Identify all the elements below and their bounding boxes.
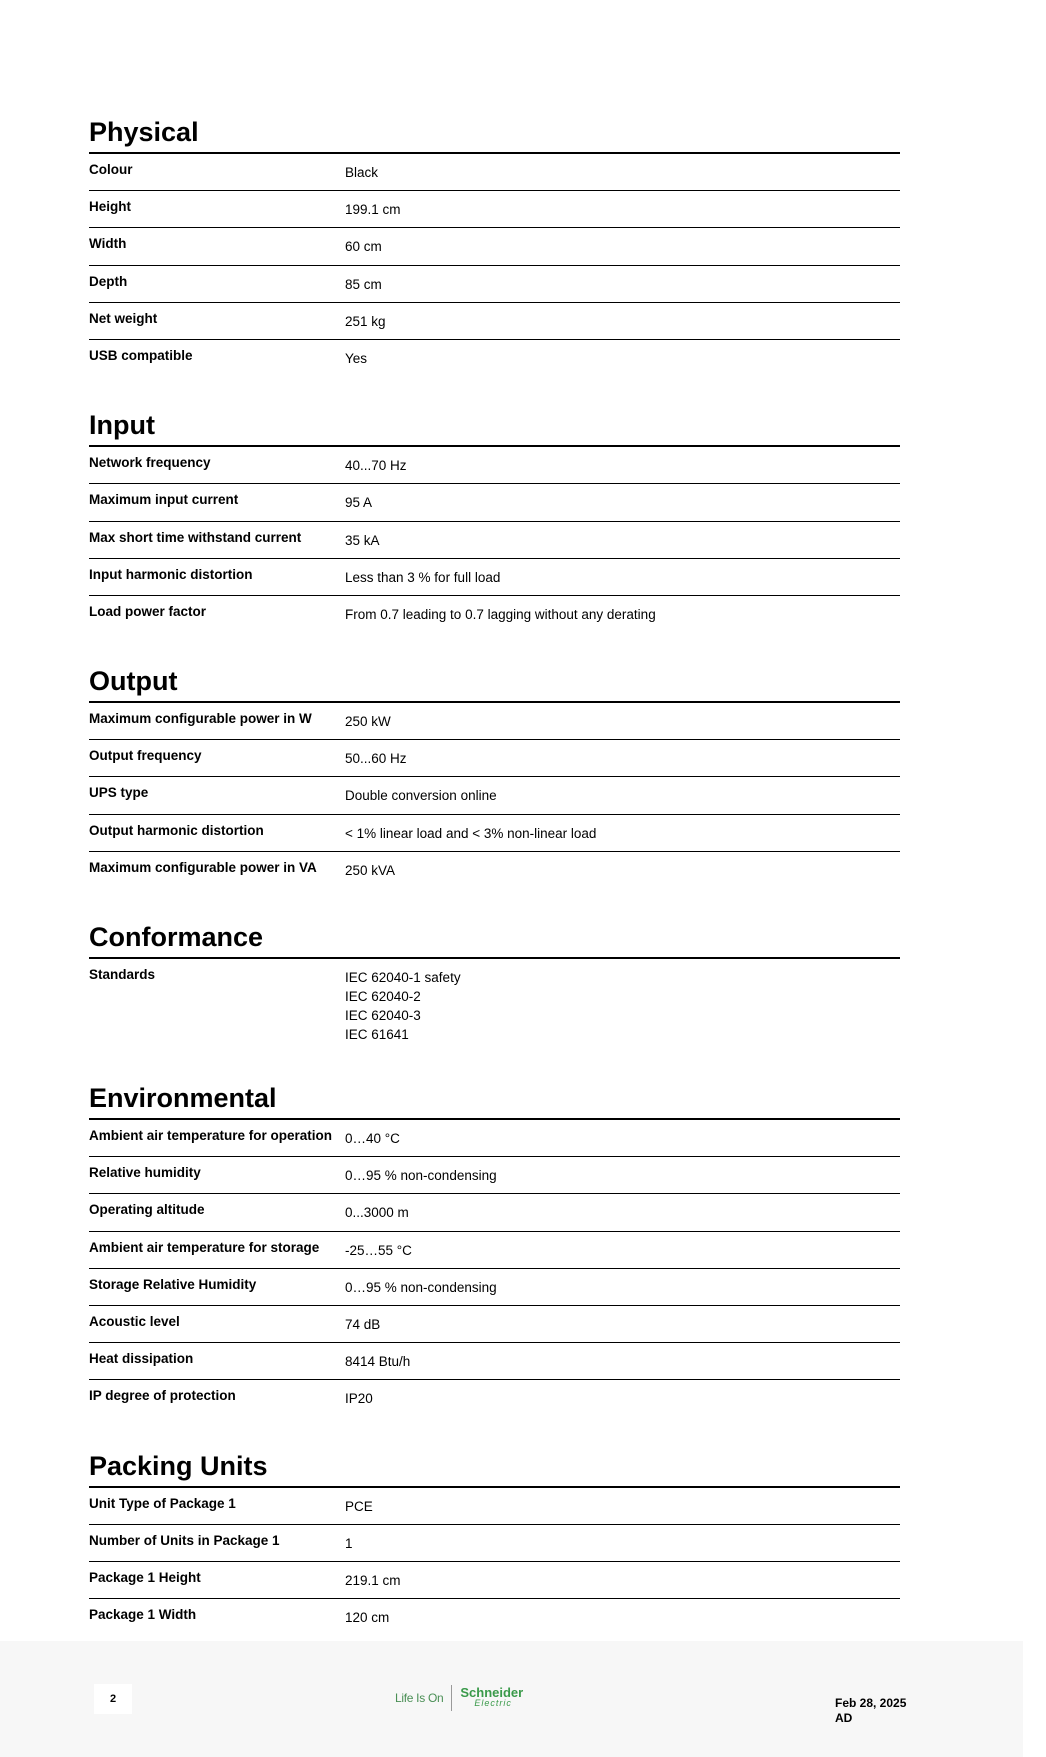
spec-label: Ambient air temperature for operation <box>89 1128 333 1143</box>
spec-value-line: IEC 62040-3 <box>345 1008 421 1023</box>
spec-value <box>343 1533 353 1555</box>
spec-label: Depth <box>89 273 128 289</box>
spec-value-line: 250 kW <box>345 714 391 730</box>
logo-brand <box>460 1687 523 1709</box>
spec-value-line: 50...60 Hz <box>345 751 407 767</box>
spec-value <box>343 455 407 477</box>
page-number: 2 <box>94 1684 132 1714</box>
spec-value-line: 120 cm <box>345 1610 390 1626</box>
spec-value-line: < 1% linear load and < 3% non-linear load <box>345 825 597 841</box>
section-gap <box>89 889 900 917</box>
spec-label: Heat dissipation <box>89 1351 194 1367</box>
spec-value-line: From 0.7 leading to 0.7 lagging without any derating <box>345 606 656 622</box>
spec-value <box>343 199 401 221</box>
spec-value-line: 74 dB <box>345 1316 381 1332</box>
spec-value <box>343 236 382 258</box>
spec-value-line: 40...70 Hz <box>345 458 407 474</box>
spec-value <box>343 274 382 296</box>
spec-value-line: Yes <box>345 350 368 366</box>
spec-row <box>89 1562 900 1599</box>
spec-content <box>89 112 900 1636</box>
spec-value-line: IEC 62040-1 safety <box>345 970 461 985</box>
spec-value <box>343 311 386 333</box>
section-title: Input <box>89 410 155 441</box>
spec-value-line: 95 A <box>345 495 373 511</box>
spec-row <box>89 959 900 1050</box>
spec-row <box>89 703 900 740</box>
spec-label: Operating altitude <box>89 1202 205 1218</box>
section-title: Conformance <box>89 922 264 952</box>
spec-label: USB compatible <box>89 347 193 363</box>
spec-label: Package 1 Width <box>89 1607 197 1623</box>
spec-value <box>343 1351 410 1373</box>
spec-value-line: Black <box>345 165 379 180</box>
spec-value <box>343 748 407 770</box>
print-date <box>835 1696 906 1726</box>
spec-label: Network frequency <box>89 455 211 471</box>
spec-value <box>343 567 500 589</box>
spec-row <box>89 1525 900 1562</box>
spec-value-line: 0…40 °C <box>345 1131 400 1146</box>
spec-value-line: 219.1 cm <box>345 1572 401 1588</box>
spec-row <box>89 228 900 265</box>
spec-value-line: 0…95 % non-condensing <box>345 1168 497 1184</box>
spec-label: Height <box>89 199 131 215</box>
spec-value <box>343 604 656 627</box>
spec-row <box>89 1232 900 1269</box>
spec-row <box>89 1194 900 1231</box>
spec-value-line: 250 kVA <box>345 862 396 878</box>
spec-value <box>343 1240 412 1262</box>
spec-label: Number of Units in Package 1 <box>89 1532 280 1548</box>
spec-row <box>89 1269 900 1306</box>
spec-section <box>89 112 900 377</box>
spec-value <box>343 162 378 184</box>
spec-value <box>343 711 391 733</box>
spec-section <box>89 405 900 633</box>
spec-value <box>343 1165 497 1187</box>
spec-label: Output harmonic distortion <box>89 822 264 838</box>
spec-row <box>89 852 900 889</box>
spec-value <box>343 1388 373 1411</box>
section-title: Output <box>89 666 178 697</box>
spec-label: Width <box>89 236 127 252</box>
spec-row <box>89 1599 900 1636</box>
spec-row <box>89 447 900 484</box>
spec-row <box>89 815 900 852</box>
spec-section <box>89 1446 900 1637</box>
logo-divider <box>451 1685 452 1711</box>
spec-row <box>89 1157 900 1194</box>
spec-row <box>89 1120 900 1157</box>
spec-label: Output frequency <box>89 748 202 764</box>
spec-label: Unit Type of Package 1 <box>89 1495 236 1511</box>
section-gap <box>89 377 900 405</box>
spec-row <box>89 1306 900 1343</box>
spec-value <box>343 1570 401 1592</box>
spec-row <box>89 1380 900 1417</box>
spec-value <box>343 1314 380 1336</box>
spec-value-line: IEC 62040-2 <box>345 989 421 1004</box>
spec-section <box>89 1078 900 1418</box>
spec-value-line: 0...3000 m <box>345 1205 409 1221</box>
spec-table <box>89 152 900 377</box>
page-footer <box>0 1641 1023 1757</box>
spec-row <box>89 154 900 191</box>
spec-label: Package 1 Height <box>89 1569 201 1585</box>
spec-label: Input harmonic distortion <box>89 566 253 582</box>
spec-row <box>89 1343 900 1380</box>
spec-row <box>89 266 900 303</box>
spec-label: Max short time withstand current <box>89 529 302 545</box>
spec-row <box>89 340 900 377</box>
spec-label: Acoustic level <box>89 1313 180 1329</box>
spec-row <box>89 596 900 633</box>
section-gap <box>89 1050 900 1078</box>
spec-table <box>89 1118 900 1418</box>
spec-value <box>343 1202 409 1224</box>
logo-tagline: Life Is On <box>395 1691 444 1705</box>
spec-row <box>89 740 900 777</box>
brand-logo <box>395 1683 523 1713</box>
spec-value <box>343 492 372 514</box>
spec-value-line: PCE <box>345 1498 373 1514</box>
section-title: Packing Units <box>89 1450 268 1481</box>
spec-section <box>89 917 900 1050</box>
spec-value-line: 199.1 cm <box>345 202 401 218</box>
spec-label: UPS type <box>89 785 149 801</box>
section-title: Environmental <box>89 1083 277 1113</box>
spec-value <box>343 967 461 1044</box>
spec-value <box>343 1607 389 1630</box>
spec-value-line: IP20 <box>345 1391 373 1407</box>
spec-table <box>89 957 900 1050</box>
logo-brand-line1: Schneider <box>460 1685 524 1700</box>
spec-label: Maximum configurable power in VA <box>89 859 317 875</box>
section-gap <box>89 633 900 661</box>
spec-row <box>89 522 900 559</box>
spec-value-line: 35 kA <box>345 532 380 548</box>
spec-table <box>89 445 900 633</box>
spec-value-line: 0…95 % non-condensing <box>345 1279 497 1295</box>
spec-value <box>343 860 395 883</box>
spec-label: Load power factor <box>89 603 207 619</box>
spec-table <box>89 1486 900 1637</box>
logo-brand-line2: Electric <box>474 1698 512 1708</box>
spec-value <box>343 348 367 371</box>
spec-label: IP degree of protection <box>89 1388 236 1404</box>
spec-row <box>89 191 900 228</box>
spec-label: Storage Relative Humidity <box>89 1276 257 1292</box>
spec-row <box>89 559 900 596</box>
section-gap <box>89 1418 900 1446</box>
spec-value-line: Double conversion online <box>345 788 497 804</box>
spec-row <box>89 777 900 814</box>
spec-label: Standards <box>89 967 156 982</box>
spec-row <box>89 303 900 340</box>
date-text: Feb 28, 2025 <box>835 1696 907 1710</box>
spec-label: Net weight <box>89 310 158 326</box>
spec-row <box>89 1488 900 1525</box>
spec-value <box>343 1277 497 1299</box>
spec-table <box>89 701 900 889</box>
spec-value <box>343 823 596 845</box>
spec-value-line: 60 cm <box>345 239 382 255</box>
spec-value-line: 8414 Btu/h <box>345 1354 411 1370</box>
spec-label: Colour <box>89 162 133 177</box>
spec-value-line: IEC 61641 <box>345 1027 409 1042</box>
section-title: Physical <box>89 117 199 147</box>
spec-label: Relative humidity <box>89 1165 201 1181</box>
spec-value-line: Less than 3 % for full load <box>345 569 501 585</box>
spec-value <box>343 530 380 552</box>
spec-value-line: 1 <box>345 1535 353 1551</box>
spec-label: Ambient air temperature for storage <box>89 1239 320 1255</box>
spec-value <box>343 1496 373 1518</box>
spec-value-line: 85 cm <box>345 276 382 292</box>
spec-section <box>89 661 900 889</box>
spec-value-line: -25…55 °C <box>345 1242 412 1258</box>
spec-row <box>89 484 900 521</box>
spec-label: Maximum configurable power in W <box>89 711 312 727</box>
spec-value <box>343 785 497 807</box>
date-suffix: AD <box>835 1711 853 1725</box>
spec-value-line: 251 kg <box>345 313 386 329</box>
spec-label: Maximum input current <box>89 492 239 508</box>
spec-value <box>343 1128 400 1150</box>
